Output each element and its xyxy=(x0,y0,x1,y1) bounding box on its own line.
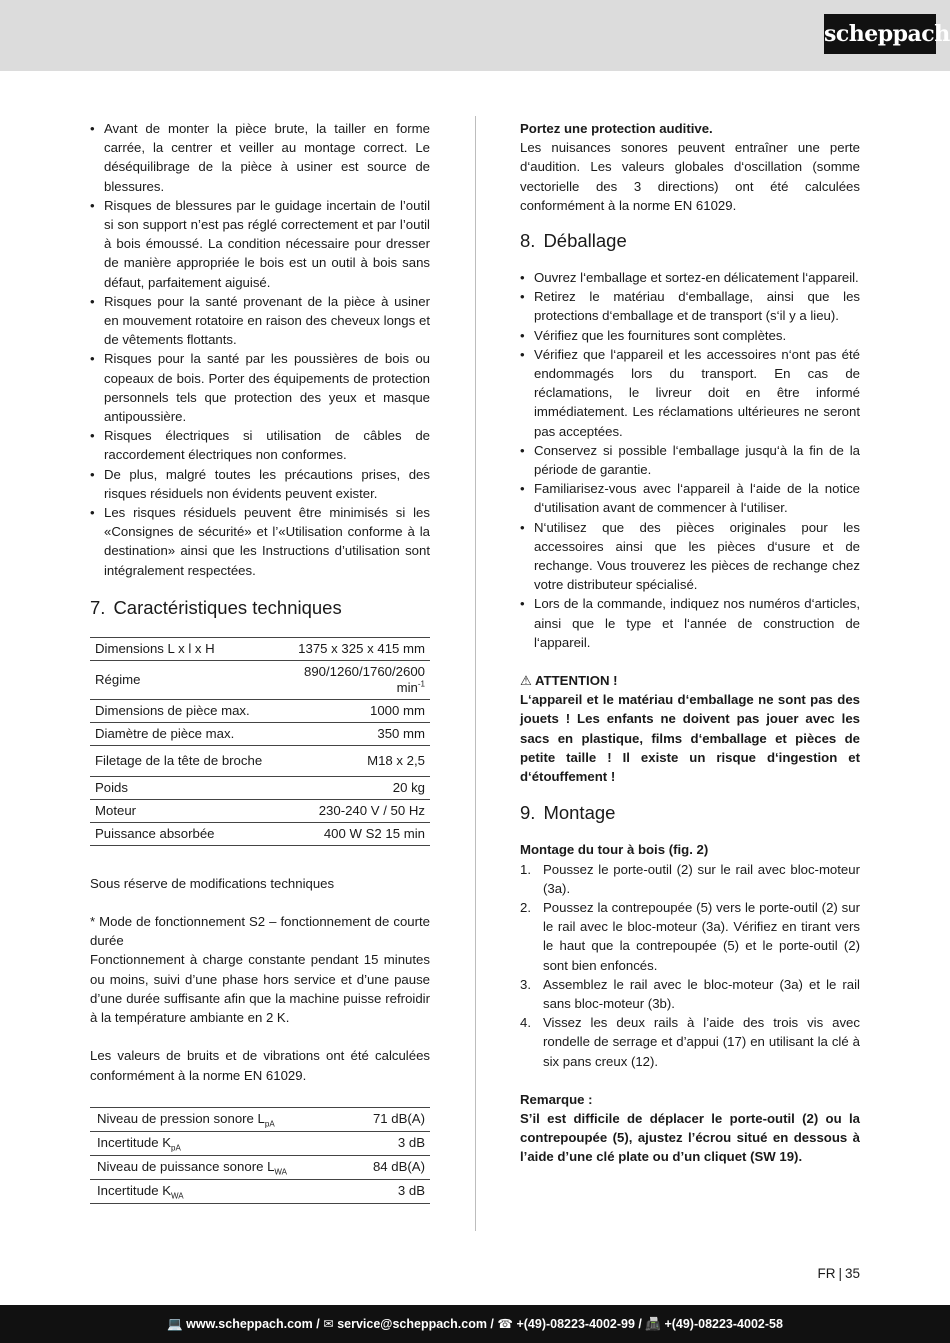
left-column xyxy=(90,119,430,1204)
spec-value: 1000 mm xyxy=(282,699,430,722)
email-icon: ✉ xyxy=(323,1317,334,1331)
technical-specs-table xyxy=(90,637,430,846)
list-item: • Familiarisez-vous avec l‘appareil à l‘aide de la notice d‘utilisation avant de commencer à l‘utiliser. xyxy=(520,479,860,517)
step-item xyxy=(520,898,860,975)
residual-risks-list xyxy=(90,119,430,580)
list-item: • Avant de monter la pièce brute, la tailler en forme carrée, la centrer et veiller au montage correct. Le déséquilibrage de la pièce à usiner est source de blessures. xyxy=(90,119,430,196)
table-row xyxy=(90,699,430,722)
montage-steps-list xyxy=(520,860,860,1071)
header-bar xyxy=(0,0,950,71)
list-item: • De plus, malgré toutes les précautions prises, des risques résiduels non évidents peuvent exister. xyxy=(90,465,430,503)
list-item: • Risques électriques si utilisation de câbles de raccordement électriques non conformes. xyxy=(90,426,430,464)
reserve-note: Sous réserve de modifications techniques xyxy=(90,875,335,891)
list-item: • N‘utilisez que des pièces originales pour les accessoires ainsi que les pièces d‘usure et de rechange. Vous trouverez les pièces de rechange chez votre distributeur spécialisé. xyxy=(520,518,860,595)
footer-fax: +(49)-08223-4002-58 xyxy=(664,1317,783,1331)
table-row xyxy=(90,822,430,845)
list-item: • Vérifiez que l‘appareil et les accessoires n‘ont pas été endommagés lors du transport. En cas de réclamations, le livreur doit en être informé immédiatement. Les réclamations ultérieures ne seront pas acceptées. xyxy=(520,345,860,441)
spec-value: 400 W S2 15 min xyxy=(282,822,430,845)
noise-value: 3 dB xyxy=(350,1179,430,1203)
section-7-heading: 7. Caractéristiques techniques xyxy=(90,596,342,618)
attention-title: ⚠ ATTENTION ! xyxy=(520,673,618,689)
page-number: FR | 35 xyxy=(817,1266,860,1281)
spec-label: Poids xyxy=(90,776,282,799)
step-number: 2. xyxy=(520,899,531,915)
noise-label: Niveau de puissance sonore $L_{WA}$ xyxy=(90,1155,350,1179)
spec-value: 890/1260/1760/2600 $\min^{-1}$ xyxy=(282,660,430,699)
footer-bar xyxy=(0,1305,950,1343)
step-number: 3. xyxy=(520,976,531,992)
noise-note: Les valeurs de bruits et de vibrations ont été calculées conformément à la norme EN 61029. xyxy=(90,1048,430,1083)
spec-label: Moteur xyxy=(90,799,282,822)
table-row xyxy=(90,1107,430,1131)
list-item: • Conservez si possible l‘emballage jusqu‘à la fin de la période de garantie. xyxy=(520,441,860,479)
step-number: 1. xyxy=(520,861,531,877)
fax-icon: 📠 xyxy=(645,1317,661,1331)
hearing-protection-title: Portez une protection auditive. xyxy=(520,121,713,136)
scheppach-logo: scheppach xyxy=(824,14,936,54)
spec-value: 230-240 V / 50 Hz xyxy=(282,799,430,822)
step-text: Assemblez le rail avec le bloc-moteur (3a) et le rail sans bloc-moteur (3b). xyxy=(543,976,860,1011)
noise-value: 84 dB(A) xyxy=(350,1155,430,1179)
noise-value: 71 dB(A) xyxy=(350,1107,430,1131)
spec-label: Puissance absorbée xyxy=(90,822,282,845)
section-9-heading: 9. Montage xyxy=(520,802,616,824)
footer-phone: +(49)-08223-4002-99 / xyxy=(516,1317,642,1331)
step-text: Vissez les deux rails à l’aide des trois vis avec rondelle de serrage et d’appui (17) en utilisant la clé à six pans creux (12). xyxy=(543,1015,860,1069)
computer-icon: 💻 xyxy=(167,1317,183,1331)
spec-value: 350 mm xyxy=(282,722,430,745)
table-row xyxy=(90,722,430,745)
list-item: • Risques pour la santé par les poussières de bois ou copeaux de bois. Porter des équipements de protection personnels tels que protection des yeux et masque antipoussière. xyxy=(90,349,430,426)
spec-label: Filetage de la tête de broche xyxy=(90,745,282,776)
table-row xyxy=(90,776,430,799)
step-item xyxy=(520,860,860,898)
spec-label: Diamètre de pièce max. xyxy=(90,722,282,745)
spec-value: 20 kg xyxy=(282,776,430,799)
unpacking-list xyxy=(520,268,860,652)
s2-mode-title: * Mode de fonctionnement S2 – fonctionnement de courte durée xyxy=(90,914,430,949)
step-item xyxy=(520,1013,860,1071)
spec-label: Dimensions L x l x H xyxy=(90,637,282,660)
table-row xyxy=(90,637,430,660)
noise-label: Niveau de pression sonore $L_{pA}$ xyxy=(90,1107,350,1131)
remark-body: S’il est difficile de déplacer le porte-outil (2) ou la contrepoupée (5), ajustez l’écrou situé en dessous à l’aide d’une clé plate ou d’un cliquet (SW 19). xyxy=(520,1110,860,1165)
footer-website[interactable]: www.scheppach.com / xyxy=(186,1317,320,1331)
list-item: • Les risques résiduels peuvent être minimisés si les «Consignes de sécurité» et l’«Utilisation conforme à la destination» ainsi que les Instructions d’utilisation sont intégralement respectées. xyxy=(90,503,430,580)
list-item: • Vérifiez que les fournitures sont complètes. xyxy=(520,326,860,345)
right-column xyxy=(520,119,860,1167)
phone-icon: ☎ xyxy=(497,1317,513,1331)
list-item: • Ouvrez l‘emballage et sortez-en délicatement l‘appareil. xyxy=(520,268,860,287)
section-8-heading: 8. Déballage xyxy=(520,230,627,252)
list-item: • Risques de blessures par le guidage incertain de l’outil si son support n’est pas réglé correctement et par l’outil à bois émoussé. La condition nécessaire pour dresser de manière appropriée le bois est un outil à bois sans défaut, parfaitement aiguisé. xyxy=(90,196,430,292)
warning-triangle-icon: ⚠ xyxy=(520,673,532,689)
list-item: • Lors de la commande, indiquez nos numéros d‘articles, ainsi que le type et l‘année de construction de l‘appareil. xyxy=(520,594,860,652)
noise-label: Incertitude $K_{pA}$ xyxy=(90,1131,350,1155)
list-item: • Retirez le matériau d‘emballage, ainsi que les protections d‘emballage et de transport (s‘il y a lieu). xyxy=(520,287,860,325)
spec-value: M18 x 2,5 xyxy=(282,745,430,776)
montage-subtitle: Montage du tour à bois (fig. 2) xyxy=(520,842,709,858)
spec-label: Régime xyxy=(90,660,282,699)
footer-email[interactable]: service@scheppach.com / xyxy=(337,1317,494,1331)
table-row xyxy=(90,799,430,822)
step-item xyxy=(520,975,860,1013)
noise-value: 3 dB xyxy=(350,1131,430,1155)
table-row xyxy=(90,660,430,699)
table-row xyxy=(90,1131,430,1155)
step-text: Poussez la contrepoupée (5) vers le porte-outil (2) sur le rail avec le bloc-moteur (3a). Vérifiez en tirant vers le haut que la contrepoupée (5) et le porte-outil (2) sont bien enfoncés. xyxy=(543,899,860,973)
s2-mode-description: Fonctionnement à charge constante pendant 15 minutes ou moins, suivi d’une phase hors service et d’une pause d’une durée suffisante afin que la machine puisse refroidir à la température ambiante en 2 K. xyxy=(90,952,430,1026)
remark-title: Remarque : xyxy=(520,1091,593,1107)
table-row xyxy=(90,1155,430,1179)
column-divider xyxy=(475,116,476,1231)
list-item: • Risques pour la santé provenant de la pièce à usiner en mouvement rotatoire en raison des cheveux longs et de vêtements flottants. xyxy=(90,292,430,350)
spec-value: 1375 x 325 x 415 mm xyxy=(282,637,430,660)
table-row xyxy=(90,745,430,776)
table-row xyxy=(90,1179,430,1203)
hearing-protection-body: Les nuisances sonores peuvent entraîner une perte d‘audition. Les valeurs globales d‘oscillation (somme vectorielle des 3 directions) ont été calculées conformément à la norme EN 61029. xyxy=(520,140,860,213)
step-text: Poussez le porte-outil (2) sur le rail avec bloc-moteur (3a). xyxy=(543,861,860,896)
spec-label: Dimensions de pièce max. xyxy=(90,699,282,722)
step-number: 4. xyxy=(520,1015,531,1031)
noise-values-table xyxy=(90,1107,430,1204)
noise-label: Incertitude $K_{WA}$ xyxy=(90,1179,350,1203)
attention-body: L‘appareil et le matériau d‘emballage ne sont pas des jouets ! Les enfants ne doivent pas jouer avec les sacs en plastique, films d‘emballage et pièces de petite taille ! Il existe un risque d‘ingestion et d‘étouffement ! xyxy=(520,692,860,785)
